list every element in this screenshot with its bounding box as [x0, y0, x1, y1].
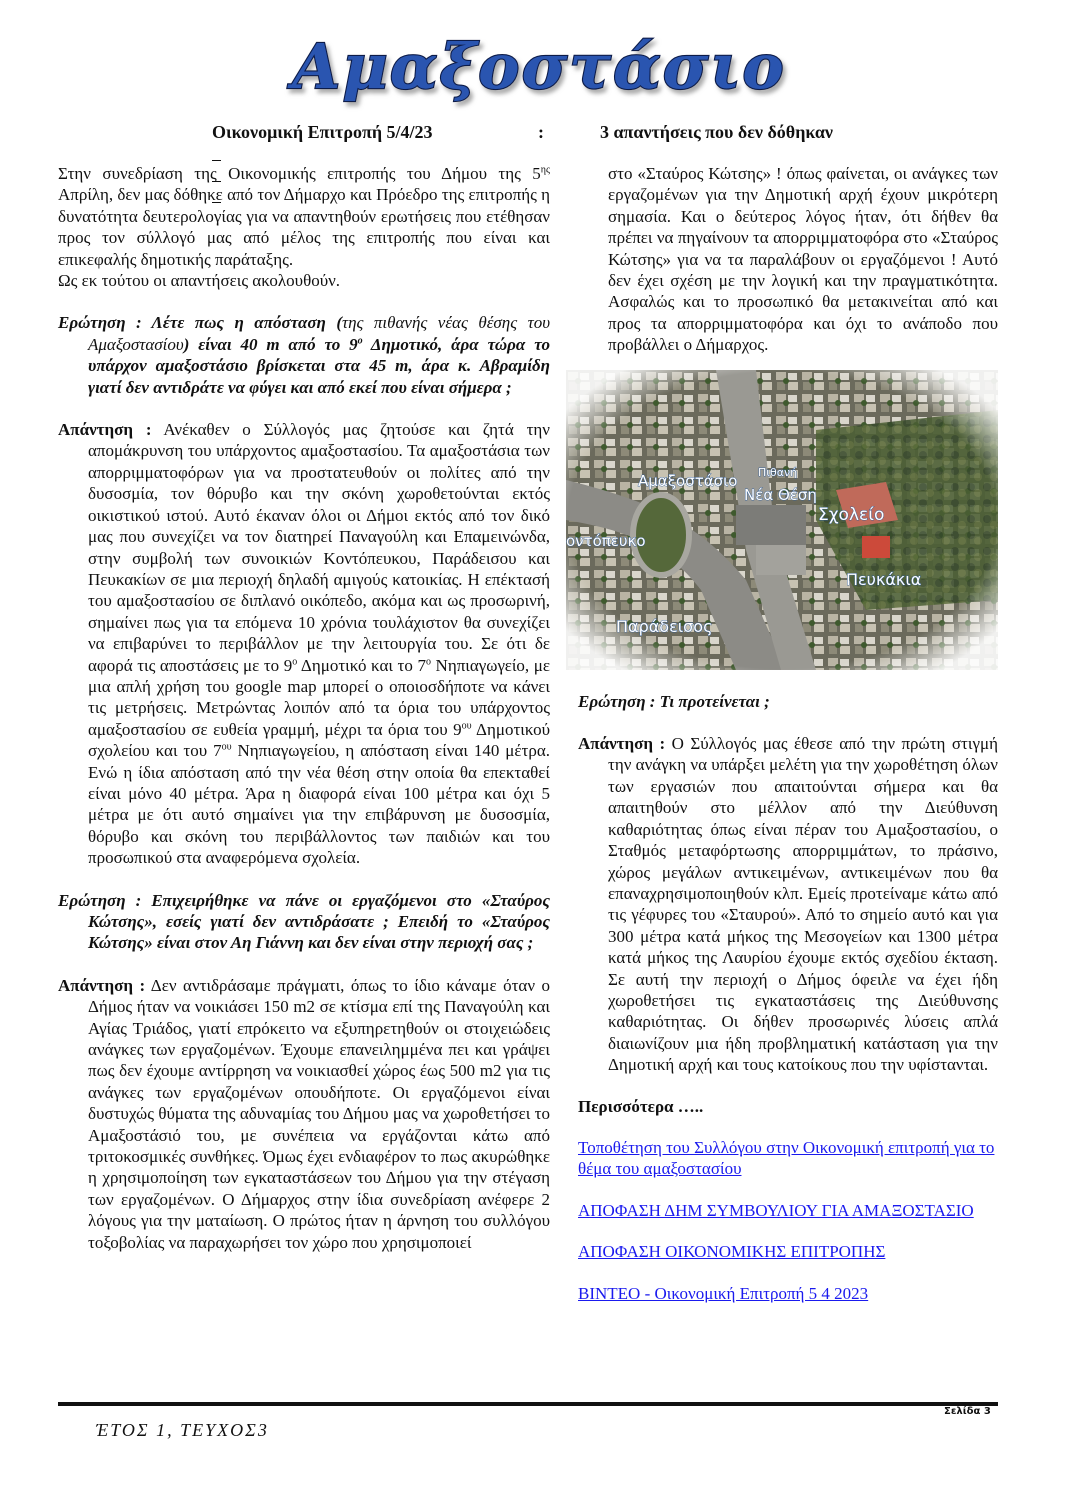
- masthead-logo: [292, 26, 786, 106]
- question-2: Ερώτηση : Επιχειρήθηκε να πάνε οι εργαζόμενοι στο «Σταύρος Κώτσης», εσείς γιατί δεν αντιδράσατε ; Επειδή το «Σταύρος Κώτσης» είναι στον Αη Γιάννη και δεν είναι στην περιοχή σας ;: [58, 890, 550, 953]
- link-committee-decision[interactable]: ΑΠΟΦΑΣΗ ΟΙΚΟΝΟΜΙΚΗΣ ΕΠΙΤΡΟΠΗΣ: [578, 1242, 886, 1262]
- a3-text: Ο Σύλλογός μας έθεσε από την πρώτη στιγμή την ανάγκη να υπάρξει μελέτη για την χωροθέτηση όλων των εργασιών που απαιτούνται σήμερα και θα απαιτηθούν στο μέλλον από την Διεύθυνση καθαριότητας όπως είναι πέραν του Αμαξοστασίου, ο Σταθμός μεταφόρτωσης απορριμμάτων, το πράσινο, χώρος μεγάλων αντικειμένων, αντικειμένων που θα επαναχρησιμοποιηθούν κλπ. Εμείς προτείναμε κάτω από τις γέφυρες του «Σταυρού». Από το σημείο αυτό και για 300 μέτρα κατά μήκος της Μεσογείων και 1300 μέτρα κατά μήκος της Λαυρίου έχουμε εκτός σχεδίου έκταση. Σε αυτή την περιοχή ο Δήμος όφειλε να έχει ήδη χωροθετήσει τις εγκαταστάσεις της Διεύθυνσης καθαριότητας. Οι δήθεν προσωρινές λύσεις απλά διαιωνίζουν μια ήδη προβληματική κατάσταση για την Δημοτική αρχή και τους κατοίκους που την υφίστανται.: [608, 734, 998, 1075]
- left-column: [58, 163, 550, 1253]
- link-video[interactable]: ΒΙΝΤΕΟ - Οικονομική Επιτροπή 5 4 2023: [578, 1283, 869, 1303]
- a1-sup: ο: [425, 655, 431, 667]
- more-title: Περισσότερα …..: [578, 1096, 704, 1116]
- intro-text-2: Απρίλη, δεν μας δόθηκε από τον Δήμαρχο και Πρόεδρο της επιτροπής η δυνατότητα δευτερολογίας για να απαντηθούν ερωτήσεις που ετέθησαν προς τον σύλλογό μας από μέλος της επιτροπής που είναι και επικεφαλής δημοτικής παράταξης.: [58, 185, 550, 269]
- a1-sup: ου: [221, 741, 232, 753]
- aerial-map-image: [566, 370, 998, 670]
- a1-part: Νηπιαγωγείου, η απόσταση είναι 140 μέτρα. Ενώ η ίδια απόσταση από την νέα θέση στην οποία θα επεκταθεί είναι μόνο 40 μέτρα. Άρα η διαφορά είναι 100 μέτρα και όχι 5 μέτρα με ότι αυτό σημαίνει για την επιβάρυνση με δυσοσμία, θόρυβο και σκόνη του περιβάλλοντος των παιδιών και του προσωπικού στα αναφερόμενα σχολεία.: [88, 741, 550, 868]
- a1-sup: ο: [292, 655, 298, 667]
- a1-part: Δημοτικό και το 7: [297, 655, 426, 675]
- a2-text: Δεν αντιδράσαμε πράγματι, όπως το ίδιο κάναμε όταν ο Δήμος ήταν να νοικιάσει 150 m2 σε κτίσμα επί της Παναγούλη και Αγίας Τριάδος, γιατί επρόκειτο να εξυπηρετηθούν οι στοιχειώδεις ανάγκες των εργαζομένων. Έχουμε επανειλημμένα πει και γράψει πως δεν έχουμε αντίρρηση να νοικιασθεί χώρος έως 500 m2 για τις ανάγκες των εργαζομένων οπουδήποτε. Οι εργαζόμενοι είναι δυστυχώς θύματα της αδυναμίας του Δήμου μας να χωροθετήσει το Αμαξοστάσιό του, με συνέπεια να εργάζονται κάτω από τριτοκοσμικές συνθήκες. Όμως έχει ενδιαφέρον το πως ακυρώθηκε η χρησιμοποίηση των εγκαταστάσεων του Δήμου για την στέγαση των εργαζομένων. Ο Δήμαρχος στην ίδια συνεδρίαση ανέφερε 2 λόγους για την ματαίωση. Ο πρώτος ήταν η άρνηση του συλλόγου τοξοβολίας να παραχωρήσει τον χώρο που χρησιμοποιεί: [88, 975, 550, 1252]
- right-column: [578, 163, 998, 1304]
- footer-rule: [58, 1402, 998, 1406]
- masthead: [0, 26, 1078, 106]
- answer-label: Απάντηση :: [578, 734, 666, 754]
- answer-label: Απάντηση :: [58, 420, 152, 440]
- answer-3: [578, 733, 998, 1076]
- q1-part: της πιθανής νέας θέσης του Αμαξοστασίου: [88, 313, 550, 354]
- intro-paragraph-2: Ως εκ τούτου οι απαντήσεις ακολουθούν.: [58, 271, 341, 291]
- answer-2: [58, 975, 550, 1253]
- continuation-paragraph: στο «Σταύρος Κώτσης» ! όπως φαίνεται, οι ανάγκες των εργαζομένων για την Δημοτική αρχή έχουν μικρότερη σημασία. Και ο δεύτερος λόγος ήταν, ότι δήθεν θα πρέπει να πηγαίνουν τα απορριμματοφόρα στο «Σταύρος Κώτσης» για να τα παραλάβουν οι εργαζόμενοι ! Αυτό δεν έχει σχέση με την λογική και την πραγματικότητα. Ασφαλώς και το προσωπικό θα μετακινείται από και προς τα απορριμματοφόρα και όχι το ανάποδο που προβάλλει ο Δήμαρχος.: [608, 164, 998, 355]
- intro-text: Στην συνεδρίαση της Οικονομικής επιτροπής του Δήμου της 5: [58, 164, 541, 183]
- intro-sup: ης: [540, 164, 550, 176]
- q1-sup: ο: [357, 335, 363, 347]
- q1-part: ) είναι 40 m από το 9: [183, 334, 358, 354]
- q1-part: Ερώτηση : Λέτε πως η απόσταση (: [58, 313, 343, 333]
- headline-right: 3 απαντήσεις που δεν δόθηκαν: [600, 122, 833, 142]
- intro-paragraph: [58, 163, 550, 270]
- headline-left: Οικονομική Επιτροπή 5/4/23: [212, 122, 433, 142]
- answer-1: [58, 419, 550, 869]
- footer-issue: ΈΤΟΣ 1, ΤΕΥΧΟΣ3: [96, 1420, 269, 1440]
- article-headline: [212, 122, 892, 144]
- link-council-decision[interactable]: ΑΠΟΦΑΣΗ ΔΗΜ ΣΥΜΒΟΥΛΙΟΥ ΓΙΑ ΑΜΑΞΟΣΤΑΣΙΟ: [578, 1200, 974, 1220]
- a1-sup: ου: [461, 720, 472, 732]
- a1-part: Δημοτικού σχολείου και του 7: [88, 719, 550, 761]
- a1-part: Νηπιαγωγείο, με μια απλή χρήση του google map μπορεί ο οποιοσδήποτε να κάνει τις μετρήσεις. Μετρώντας λοιπόν από τα όρια του υπάρχοντος αμαξοστασίου σε ευθεία γραμμή, μέχρι τα όρια του 9: [88, 655, 550, 739]
- question-3: Ερώτηση : Τι προτείνεται ;: [578, 691, 770, 711]
- q1-part: Δημοτικό, άρα τώρα το υπάρχον αμαξοστάσιο βρίσκεται στα 45 m, άρα κ. Αβραμίδη γιατί δεν αντιδράτε να φύγει και από εκεί που είναι σήμερα ;: [88, 334, 550, 397]
- masthead-title: Αμαξοστάσιο: [292, 30, 786, 103]
- answer-label: Απάντηση :: [58, 975, 146, 995]
- headline-separator: :: [538, 122, 544, 142]
- a1-part: Ανέκαθεν ο Σύλλογός μας ζητούσε και ζητά την απομάκρυνση του υπάρχοντος αμαξοστασίου. Τα αμαξοστάσια των απορριμματοφόρων για να προστατευθούν οι πολίτες από την δυσοσμία, τον θόρυβο και την σκόνη χωροθετούνται εκτός οικιστικού ιστού. Αυτό έκαναν όλοι οι Δήμοι εκτός από τον δικό μας που συνεχίζει να τον διατηρεί Παναγούλη και Επαμεινώνδα, στην συμβολή των συνοικιών Κοντόπευκου, Παράδεισου και Πευκακίων σε μια περιοχή δηλαδή αμιγούς κατοικίας. Η επέκτασή του αμαξοστασίου σε διπλανό οικόπεδο, ακόμα και ως προσωρινή, σημαίνει πως για τα επόμενα 10 χρόνια τουλάχιστον θα συνεχίζει να επιβαρύνει το περιβάλλον με την λειτουργία του. Σε ότι δε αφορά τις αποστάσεις με το 9: [88, 420, 550, 675]
- question-1: [58, 312, 550, 398]
- link-committee-position[interactable]: Τοποθέτηση του Συλλόγου στην Οικονομική επιτροπή για το θέμα του αμαξοστασίου: [578, 1137, 995, 1179]
- footer-page-number: Σελίδα 3: [944, 1406, 991, 1417]
